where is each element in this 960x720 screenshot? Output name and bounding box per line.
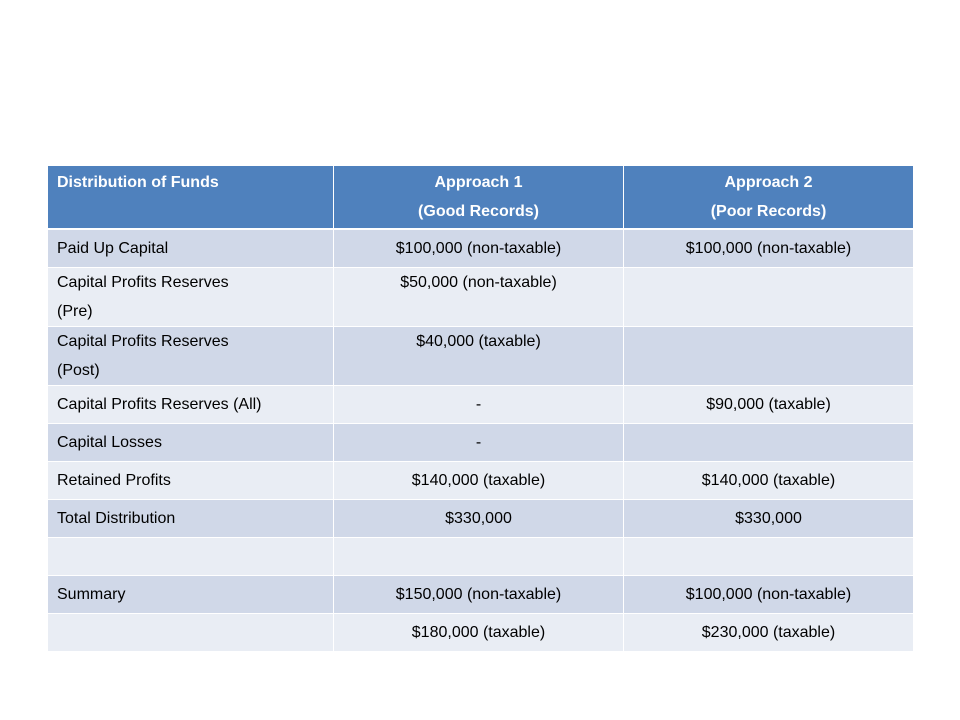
- approach-1-value: -: [334, 386, 624, 424]
- table-row: [48, 500, 913, 538]
- table-row: [48, 538, 913, 576]
- row-label: Capital Losses: [48, 424, 334, 462]
- header-distribution-of-funds: [48, 166, 334, 230]
- approach-1-value: -: [334, 424, 624, 462]
- header-approach-2: [624, 166, 913, 230]
- table-row: [48, 386, 913, 424]
- row-label: Total Distribution: [48, 500, 334, 538]
- approach-2-value: $330,000: [624, 500, 913, 538]
- table-row: [48, 462, 913, 500]
- approach-2-value: $90,000 (taxable): [624, 386, 913, 424]
- approach-2-value: $140,000 (taxable): [624, 462, 913, 500]
- row-label: [48, 268, 334, 327]
- approach-1-value: $40,000 (taxable): [334, 327, 624, 386]
- approach-2-value: $230,000 (taxable): [624, 614, 913, 652]
- row-label: [48, 327, 334, 386]
- approach-2-value: $100,000 (non-taxable): [624, 576, 913, 614]
- approach-1-value: $180,000 (taxable): [334, 614, 624, 652]
- row-label-line1: Capital Profits Reserves: [57, 333, 229, 350]
- table-row: [48, 268, 913, 327]
- approach-2-value: [624, 538, 913, 576]
- distribution-table: [48, 166, 913, 652]
- approach-1-value: $140,000 (taxable): [334, 462, 624, 500]
- approach-1-value: [334, 538, 624, 576]
- row-label: Capital Profits Reserves (All): [48, 386, 334, 424]
- row-label-line2: (Pre): [57, 303, 93, 320]
- header-col2-line1: Approach 1: [434, 174, 523, 191]
- header-col3-line1: Approach 2: [724, 174, 813, 191]
- table-header-row: [48, 166, 913, 230]
- row-label-line2: (Post): [57, 362, 100, 379]
- row-label: Paid Up Capital: [48, 230, 334, 268]
- table-row: [48, 576, 913, 614]
- approach-2-value: [624, 268, 913, 327]
- table-row: [48, 230, 913, 268]
- approach-2-value: [624, 327, 913, 386]
- header-col1-text: Distribution of Funds: [57, 174, 219, 191]
- approach-2-value: [624, 424, 913, 462]
- header-col2-line2: (Good Records): [418, 203, 539, 220]
- row-label: Summary: [48, 576, 334, 614]
- approach-1-value: $100,000 (non-taxable): [334, 230, 624, 268]
- table-row: [48, 424, 913, 462]
- approach-1-value: $330,000: [334, 500, 624, 538]
- row-label: [48, 614, 334, 652]
- approach-2-value: $100,000 (non-taxable): [624, 230, 913, 268]
- table-row: [48, 327, 913, 386]
- approach-1-value: $50,000 (non-taxable): [334, 268, 624, 327]
- header-col3-line2: (Poor Records): [710, 203, 827, 220]
- row-label: Retained Profits: [48, 462, 334, 500]
- table-row: [48, 614, 913, 652]
- header-approach-1: [334, 166, 624, 230]
- row-label: [48, 538, 334, 576]
- approach-1-value: $150,000 (non-taxable): [334, 576, 624, 614]
- row-label-line1: Capital Profits Reserves: [57, 274, 229, 291]
